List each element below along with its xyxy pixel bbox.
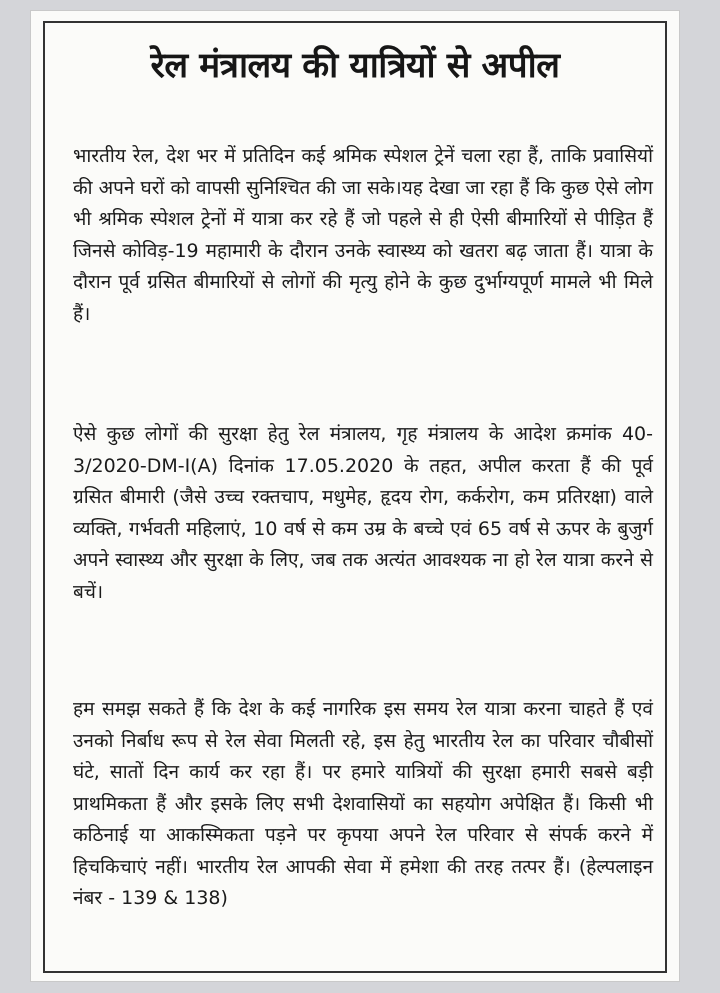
notice-paragraph-3: हम समझ सकते हैं कि देश के कई नागरिक इस समय रेल यात्रा करना चाहते हैं एवं उनको निर्बाध रूप से रेल सेवा मिलती रहे, इस हेतु भारतीय रेल का परिवार चौबीसों घंटे, सातों दिन कार्य कर रहा हैं। पर हमारे यात्रियों की सुरक्षा हमारी सबसे बड़ी प्राथमिकता हैं और इसके लिए सभी देशवासियों का सहयोग अपेक्षित हैं। किसी भी कठिनाई या आकस्मिकता पड़ने पर कृपया अपने रेल परिवार से संपर्क करने में हिचकिचाएं नहीं। भारतीय रेल आपकी सेवा में हमेशा की तरह तत्पर हैं। (हेल्पलाइन नंबर - 139 & 138) [73, 698, 653, 909]
notice-title: रेल मंत्रालय की यात्रियों से अपील [150, 46, 560, 86]
notice-paragraph-2: ऐसे कुछ लोगों की सुरक्षा हेतु रेल मंत्रालय, गृह मंत्रालय के आदेश क्रमांक 40-3/2020-DM-I(A) दिनांक 17.05.2020 के तहत, अपील करता हैं की पूर्व ग्रसित बीमारी (जैसे उच्च रक्तचाप, मधुमेह, हृदय रोग, कर्करोग, कम प्रतिरक्षा) वाले व्यक्ति, गर्भवती महिलाएं, 10 वर्ष से कम उम्र के बच्चे एवं 65 वर्ष से ऊपर के बुजुर्ग अपने स्वास्थ्य और सुरक्षा के लिए, जब तक अत्यंत आवश्यक ना हो रेल यात्रा करने से बचें। [73, 423, 653, 603]
newspaper-clipping [30, 10, 680, 982]
notice-paragraph-1: भारतीय रेल, देश भर में प्रतिदिन कई श्रमिक स्पेशल ट्रेनें चला रहा हैं, ताकि प्रवासियों की अपने घरों को वापसी सुनिश्चित की जा सके।यह देखा जा रहा हैं कि कुछ ऐसे लोग भी श्रमिक स्पेशल ट्रेनों में यात्रा कर रहे हैं जो पहले से ही ऐसी बीमारियों से पीड़ित हैं जिनसे कोविड़-19 महामारी के दौरान उनके स्वास्थ्य को खतरा बढ़ जाता हैं। यात्रा के दौरान पूर्व ग्रसित बीमारियों से लोगों की मृत्यु होने के कुछ दुर्भाग्यपूर्ण मामले भी मिले हैं। [73, 145, 653, 325]
